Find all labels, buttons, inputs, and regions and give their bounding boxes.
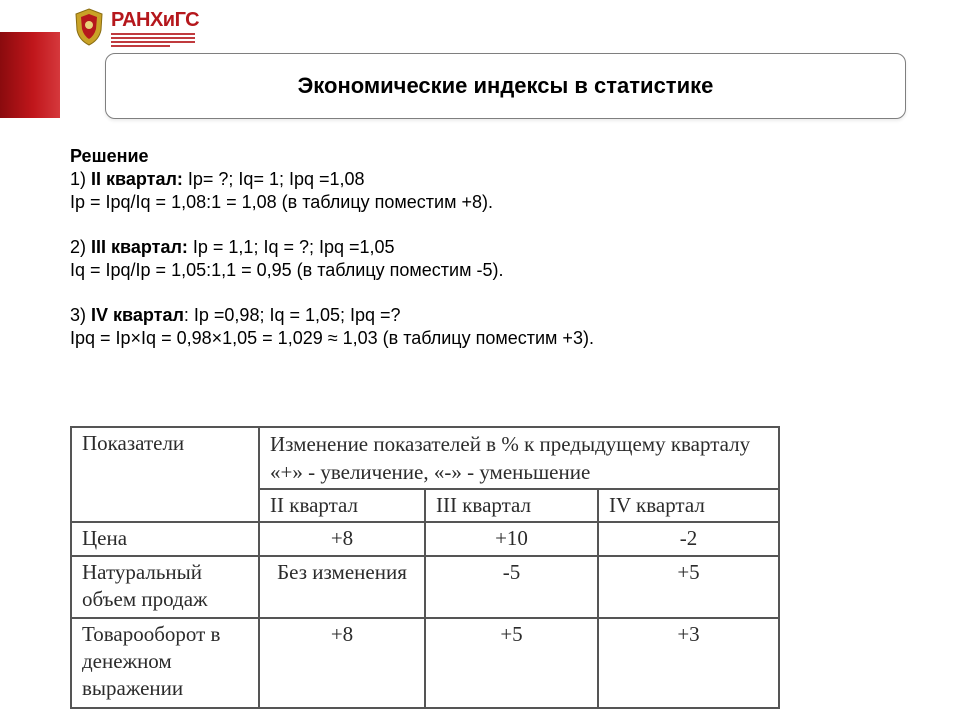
column-header-q4: IV квартал <box>598 489 779 522</box>
q2-label: II квартал: <box>91 169 183 189</box>
solution-heading: Решение <box>70 146 149 166</box>
logo-subtitle-lines <box>111 33 195 49</box>
q4-given: : Ip =0,98; Iq = 1,05; Ipq =? <box>183 305 401 325</box>
q2-given: Ip= ?; Iq= 1; Ipq =1,08 <box>182 169 365 189</box>
cell-turnover-q4: +3 <box>598 618 779 708</box>
cell-volume-q2: Без изменения <box>259 556 425 618</box>
q4-prefix: 3) <box>70 305 92 325</box>
table-row <box>71 618 779 708</box>
table-row <box>71 556 779 618</box>
row-label-turnover: Товарооборот в денежном выражении <box>71 618 259 708</box>
q3-given-line <box>70 236 594 259</box>
cell-price-q3: +10 <box>425 522 598 556</box>
table-corner-header: Показатели <box>71 427 259 522</box>
cell-price-q4: -2 <box>598 522 779 556</box>
cell-turnover-q3: +5 <box>425 618 598 708</box>
row-label-volume: Натуральный объем продаж <box>71 556 259 618</box>
q3-prefix: 2) <box>70 237 92 257</box>
emblem-icon <box>74 8 104 46</box>
cell-volume-q3: -5 <box>425 556 598 618</box>
row-label-price: Цена <box>71 522 259 556</box>
logo-text: РАНХиГС <box>111 9 200 31</box>
column-header-q3: III квартал <box>425 489 598 522</box>
cell-turnover-q2: +8 <box>259 618 425 708</box>
table-row <box>71 522 779 556</box>
cell-volume-q4: +5 <box>598 556 779 618</box>
q3-calc-line: Iq = Ipq/Ip = 1,05:1,1 = 0,95 (в таблицу поместим -5). <box>70 260 504 280</box>
q3-given: Ip = 1,1; Iq = ?; Ipq =1,05 <box>187 237 395 257</box>
q2-given-line <box>70 168 594 191</box>
q2-prefix: 1) <box>70 169 92 189</box>
q3-label: III квартал: <box>91 237 188 257</box>
column-header-q2: II квартал <box>259 489 425 522</box>
indicators-table <box>70 426 780 709</box>
table-group-header: Изменение показателей в % к предыдущему кварталу «+» - увеличение, «-» - уменьшение <box>259 427 779 489</box>
page-title: Экономические индексы в статистике <box>297 73 714 98</box>
cell-price-q2: +8 <box>259 522 425 556</box>
solution-text <box>70 145 594 350</box>
q4-calc-line: Ipq = Ip×Iq = 0,98×1,05 = 1,029 ≈ 1,03 (в таблицу поместим +3). <box>70 328 594 348</box>
decorative-red-bar <box>0 32 60 118</box>
q2-calc-line: Ip = Ipq/Iq = 1,08:1 = 1,08 (в таблицу поместим +8). <box>70 192 493 212</box>
q4-given-line <box>70 304 594 327</box>
title-box <box>105 53 906 119</box>
ranepa-logo <box>74 8 204 48</box>
q4-label: IV квартал <box>91 305 184 325</box>
